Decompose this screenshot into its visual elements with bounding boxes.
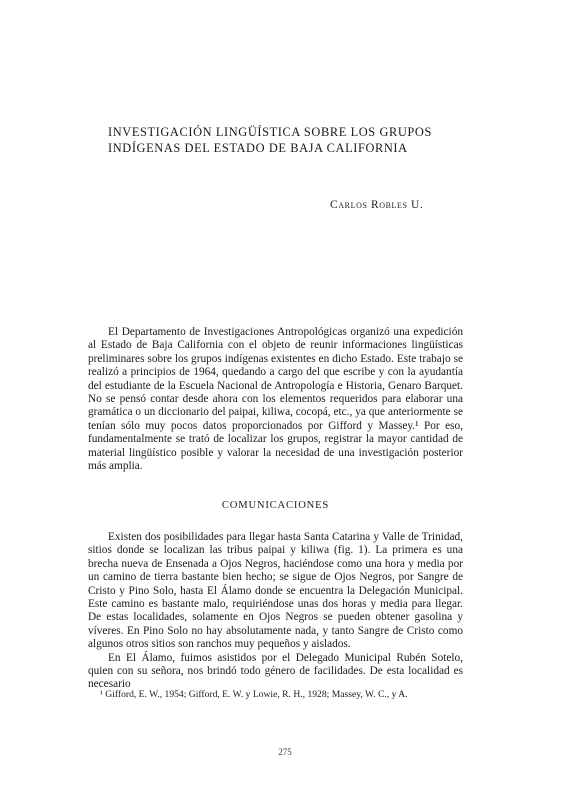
article-title-line2: INDÍGENAS DEL ESTADO DE BAJA CALIFORNIA bbox=[108, 141, 408, 155]
communications-paragraph-2: En El Álamo, fuimos asistidos por el Delegado Municipal Rubén Sotelo, quien con su señora, nos brindó todo género de facilidades. De esta localidad es necesario bbox=[88, 651, 463, 691]
intro-section bbox=[88, 326, 463, 473]
article-title-line1: INVESTIGACIÓN LINGÜÍSTICA SOBRE LOS GRUPOS bbox=[108, 125, 432, 139]
article-author: Carlos Robles U. bbox=[330, 199, 424, 211]
footnote: ¹ Gifford, E. W., 1954; Gifford, E. W. y Lowie, R. H., 1928; Massey, W. C., y A. bbox=[100, 689, 408, 700]
section-heading: COMUNICACIONES bbox=[221, 500, 330, 511]
intro-paragraph: El Departamento de Investigaciones Antropológicas organizó una expedición al Estado de Baja California con el objeto de reunir informaciones lingüísticas preliminares sobre los grupos indígenas existentes en dicho Estado. Este trabajo se realizó a principios de 1964, quedando a cargo del que escribe y con la ayudantía del estudiante de la Escuela Nacional de Antropología e Historia, Genaro Barquet. No se pensó contar desde ahora con los elementos requeridos para elaborar una gramática o un diccionario del paipai, kiliwa, cocopá, etc., ya que anteriormente se tenían sólo muy pocos datos proporcionados por Gifford y Massey.¹ Por eso, fundamentalmente se trató de localizar los grupos, registrar la mayor cantidad de material lingüístico posible y valorar la necesidad de una investigación posterior más amplia. bbox=[88, 326, 463, 473]
article-title bbox=[108, 124, 448, 156]
communications-paragraph-1: Existen dos posibilidades para llegar hasta Santa Catarina y Valle de Trinidad, sitios donde se localizan las tribus paipai y kiliwa (fig. 1). La primera es una brecha nueva de Ensenada a Ojos Negros, haciéndose como una hora y media por un camino de tierra bastante bien hecho; se sigue de Ojos Negros, por Sangre de Cristo y Pino Solo, hasta El Álamo donde se encuentra la Delegación Municipal. Este camino es bastante malo, requiriéndose unas dos horas y media para llegar. De estas localidades, solamente en Ojos Negros se pueden obtener gasolina y víveres. En Pino Solo no hay absolutamente nada, y tanto Sangre de Cristo como algunos otros sitios son ranchos muy pequeños y aislados. bbox=[88, 531, 463, 651]
page-number: 275 bbox=[278, 747, 292, 757]
communications-section bbox=[88, 531, 463, 691]
